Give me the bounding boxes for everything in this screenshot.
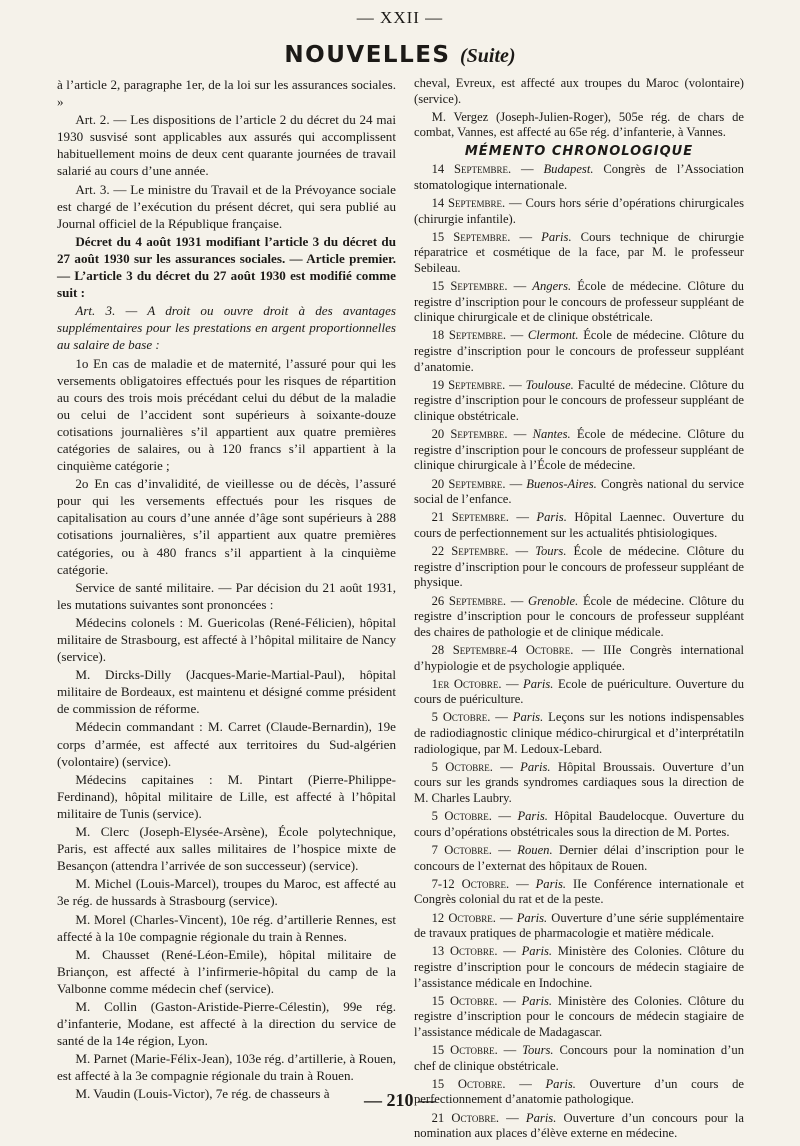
- memento-date: 7-12 Octobre.: [431, 876, 510, 891]
- memento-place: Paris.: [525, 1110, 557, 1125]
- memento-text: Hôpital Laennec. Ouverture du cours de perfectionnement sur les actualités phtisiologiques.: [414, 510, 744, 540]
- memento-text: Ministère des Colonies. Clôture du registre d’inscription pour le concours de médecin stagiaire de l’assistance médicale de Madagascar.: [414, 993, 745, 1039]
- section-title-main: NOUVELLES: [284, 42, 451, 68]
- memento-text: Cours hors série d’opérations chirurgicales (chirurgie infantile).: [414, 195, 745, 226]
- left-paragraph: Médecin commandant : M. Carret (Claude-Bernardin), 19e corps d’armée, est affecté aux territoires du Sud-algérien (volontaire) (service).: [57, 719, 396, 769]
- right-column: [414, 76, 745, 1141]
- memento-place: Paris.: [545, 1076, 576, 1091]
- memento-text: Congrès de l’Association stomatologique internationale.: [414, 162, 744, 192]
- memento-place: Grenoble.: [528, 593, 579, 608]
- memento-date: 15 Octobre.: [431, 1076, 506, 1091]
- memento-entry: 7-12 Octobre. — Paris. IIe Conférence internationale et Congrès colonial du rat et de la peste.: [414, 876, 744, 907]
- left-paragraph: M. Michel (Louis-Marcel), troupes du Maroc, est affecté au 3e rég. de hussards à Strasbourg (service).: [57, 876, 396, 909]
- memento-text: Cours technique de chirurgie réparatrice et cosmétique de la face, par M. le professeur Sebileau.: [414, 229, 745, 275]
- left-paragraph: Médecins colonels : M. Guericolas (René-Félicien), hôpital militaire de Strasbourg, est affecté à l’hôpital militaire de Nancy (service).: [57, 614, 396, 665]
- memento-text: IIe Conférence internationale et Congrès colonial du rat et de la peste.: [414, 876, 744, 907]
- left-paragraph: M. Vaudin (Louis-Victor), 7e rég. de chasseurs à: [75, 1086, 330, 1102]
- left-paragraph: Art. 3. — Le ministre du Travail et de la Prévoyance sociale est chargé de l’exécution du présent décret, qui sera publié au Journal officiel de la République française.: [57, 181, 396, 231]
- memento-text: IIIe Congrès international d’hypiologie et de psychologie appliquée.: [414, 642, 744, 673]
- memento-place: Tours.: [522, 1043, 554, 1058]
- memento-text: Ministère des Colonies. Clôture du registre d’inscription pour le concours de médecin stagiaire de l’assistance médicale en Indochine.: [414, 944, 745, 990]
- memento-place: Tours.: [535, 544, 567, 559]
- memento-entry: 1er Octobre. — Paris. Ecole de puériculture. Ouverture du cours de puériculture.: [414, 676, 744, 707]
- page-number: — 210 —: [364, 1090, 436, 1110]
- memento-date: 15 Septembre.: [431, 279, 508, 294]
- memento-text: Leçons sur les notions indispensables de radiodiagnostic clinique médico-chirurgical et d’interprétatiln radiologique, par M. Ledoux-Lebard.: [414, 710, 745, 756]
- left-paragraph: à l’article 2, paragraphe 1er, de la loi sur les assurances sociales. »: [57, 77, 396, 110]
- left-paragraph: 2o En cas d’invalidité, de vieillesse ou de décès, l’assuré pour qui les versements effectués pour les risques de capitalisation au cours d’une année d’âge sont supérieurs à 288 cotisations journalières, s’il appartient aux quatre premières catégories, ou à 480 francs s’il appartient à la cinquième catégorie.: [57, 476, 396, 577]
- memento-date: 13 Octobre.: [431, 944, 498, 959]
- memento-entry: 15 Septembre. — Angers. École de médecine. Clôture du registre d’inscription pour le concours de professeur suppléant de clinique chirurgicale et de clinique obstétricale.: [414, 279, 744, 325]
- left-column: [57, 76, 397, 1102]
- section-title: [0, 42, 800, 68]
- memento-entry: 5 Octobre. — Paris. Hôpital Broussais. Ouverture d’un cours sur les grands syndromes cardiaques sous la direction de M. Charles Laubry.: [414, 759, 745, 806]
- memento-entry: 5 Octobre. — Paris. Leçons sur les notions indispensables de radiodiagnostic clinique médico-chirurgical et d’interprétatiln radiologique, par M. Ledoux-Lebard.: [414, 710, 745, 756]
- left-paragraph: M. Clerc (Joseph-Elysée-Arsène), École polytechnique, Paris, est affecté aux salles militaires de l’hospice mixte de Besançon (attendra l’arrivée de son successeur) (service).: [57, 824, 396, 874]
- memento-date: 12 Octobre.: [431, 910, 496, 925]
- memento-entry: 5 Octobre. — Paris. Hôpital Baudelocque. Ouverture du cours d’opérations obstétricales sous la direction de M. Portes.: [414, 809, 744, 839]
- memento-title: MÉMENTO CHRONOLOGIQUE: [464, 143, 694, 159]
- left-paragraph-service: Service de santé militaire. — Par décision du 21 août 1931, les mutations suivantes sont prononcées :: [57, 579, 396, 612]
- memento-entry: 15 Octobre. — Paris. Ouverture d’un cours de perfectionnement d’anatomie pathologique.: [414, 1076, 745, 1107]
- left-paragraph: M. Chausset (René-Léon-Emile), hôpital militaire de Briançon, est affecté à l’infirmerie-hôpital du camp de la Valbonne comme médecin chef (service).: [57, 946, 396, 996]
- section-title-suffix: (Suite): [460, 45, 516, 67]
- memento-place: Rouen.: [517, 843, 553, 857]
- memento-entry: 28 Septembre-4 Octobre. — IIIe Congrès international d’hypiologie et de psychologie appliquée.: [414, 642, 744, 673]
- memento-entry: 15 Octobre. — Paris. Ministère des Colonies. Clôture du registre d’inscription pour le concours de médecin stagiaire de l’assistance médicale de Madagascar.: [414, 993, 745, 1039]
- memento-date: 14 Septembre.: [431, 162, 512, 177]
- memento-text: École de médecine. Clôture du registre d’inscription pour le concours de professeur suppléant de physique.: [414, 544, 745, 590]
- memento-entry: 14 Septembre. — Cours hors série d’opérations chirurgicales (chirurgie infantile).: [414, 195, 745, 226]
- left-paragraph: Médecins capitaines : M. Pintart (Pierre-Philippe-Ferdinand), hôpital militaire de Lille, est affecté à l’hôpital militaire de Tunis (service).: [57, 771, 396, 821]
- memento-entry: 21 Septembre. — Paris. Hôpital Laennec. Ouverture du cours de perfectionnement sur les actualités phtisiologiques.: [414, 510, 744, 540]
- memento-date: 20 Septembre.: [431, 476, 506, 491]
- memento-date: 15 Octobre.: [431, 993, 498, 1008]
- memento-date: 7 Octobre.: [431, 843, 492, 857]
- memento-date: 15 Septembre.: [431, 229, 511, 244]
- left-paragraph: 1o En cas de maladie et de maternité, l’assuré pour qui les versements obligatoires effectués pour les risques de répartition au cours des trois mois précédant celui du début de la maladie ou celui de l’accident sont supérieurs à soixante-douze cotisations journalières s’il appartient aux quatre premières catégories de salaires, ou à 120 francs s’il appartient à la cinquième catégorie ;: [57, 355, 396, 474]
- memento-text: Faculté de médecine. Clôture du registre d’inscription pour le concours de professeur suppléant de clinique obstétricale.: [414, 377, 744, 424]
- memento-date: 1er Octobre.: [431, 676, 502, 691]
- memento-entry: 12 Octobre. — Paris. Ouverture d’une série supplémentaire de travaux pratiques de pharmacologie et matière médicale.: [414, 910, 744, 941]
- memento-text: Ecole de puériculture. Ouverture du cours de puériculture.: [414, 676, 744, 707]
- memento-place: Toulouse.: [525, 377, 574, 392]
- memento-entry: 18 Septembre. — Clermont. École de médecine. Clôture du registre d’inscription pour le concours de professeur suppléant d’anatomie.: [414, 328, 744, 374]
- memento-place: Buenos-Aires.: [526, 476, 597, 491]
- memento-place: Paris.: [516, 910, 548, 925]
- memento-entry: 19 Septembre. — Toulouse. Faculté de médecine. Clôture du registre d’inscription pour le concours de professeur suppléant de clinique obstétricale.: [414, 377, 744, 424]
- memento-entry: 22 Septembre. — Tours. École de médecine. Clôture du registre d’inscription pour le concours de professeur suppléant de physique.: [414, 544, 745, 590]
- left-paragraph: Art. 3. — A droit ou ouvre droit à des avantages supplémentaires pour les prestations en argent proportionnelles au salaire de base :: [57, 303, 396, 353]
- memento-entry: 13 Octobre. — Paris. Ministère des Colonies. Clôture du registre d’inscription pour le concours de médecin stagiaire de l’assistance médicale en Indochine.: [414, 944, 745, 990]
- right-paragraph: cheval, Evreux, est affecté aux troupes du Maroc (volontaire) (service).: [414, 76, 744, 106]
- memento-entry: 7 Octobre. — Rouen. Dernier délai d’inscription pour le concours de l’externat des hôpitaux de Rouen.: [414, 843, 745, 873]
- left-paragraph-decree: Décret du 4 août 1931 modifiant l’article 3 du décret du 27 août 1930 sur les assurances sociales. — Article premier. — L’article 3 du décret du 27 août 1930 est modifié comme suit :: [57, 233, 396, 301]
- memento-text: Concours pour la nomination d’un chef de clinique obstétricale.: [414, 1043, 745, 1073]
- memento-date: 21 Octobre.: [431, 1110, 499, 1125]
- memento-place: Paris.: [512, 710, 544, 725]
- memento-place: Nantes.: [532, 427, 571, 442]
- memento-date: 5 Octobre.: [431, 710, 491, 725]
- memento-text: Dernier délai d’inscription pour le concours de l’externat des hôpitaux de Rouen.: [414, 843, 745, 873]
- memento-entry: 21 Octobre. — Paris. Ouverture d’un concours pour la nomination aux places d’élève externe en médecine.: [414, 1110, 744, 1141]
- memento-list: [414, 162, 744, 1142]
- memento-place: Paris.: [517, 809, 548, 824]
- memento-date: 28 Septembre-4 Octobre.: [431, 642, 574, 657]
- memento-text: Hôpital Broussais. Ouverture d’un cours sur les grands syndromes cardiaques sous la direction de M. Charles Laubry.: [414, 759, 745, 806]
- memento-place: Paris.: [521, 944, 553, 959]
- memento-date: 18 Septembre.: [431, 328, 506, 343]
- right-paragraph: M. Vergez (Joseph-Julien-Roger), 505e rég. de chars de combat, Vannes, est affecté au 65e rég. d’infanterie, à Vannes.: [414, 109, 744, 140]
- memento-date: 26 Septembre.: [431, 593, 507, 608]
- memento-date: 22 Septembre.: [431, 544, 509, 559]
- memento-entry: 20 Septembre. — Nantes. École de médecine. Clôture du registre d’inscription pour le concours de professeur suppléant de clinique chirurgicale à l’École de médecine.: [414, 427, 744, 473]
- memento-place: Paris.: [536, 510, 567, 525]
- memento-place: Paris.: [523, 676, 554, 691]
- left-paragraph: Art. 2. — Les dispositions de l’article 2 du décret du 24 mai 1930 susvisé sont applicables aux assurés qui accomplissent habituellement moins de deux cent quarante journées de travail salarié au cours d’une année.: [57, 112, 396, 179]
- memento-place: Paris.: [535, 876, 567, 891]
- memento-date: 21 Septembre.: [431, 510, 509, 525]
- memento-place: Angers.: [532, 279, 572, 294]
- memento-text: École de médecine. Clôture du registre d’inscription pour le concours de professeur suppléant d’anatomie.: [414, 328, 744, 374]
- left-paragraph: M. Collin (Gaston-Aristide-Pierre-Célestin), 99e rég. d’infanterie, Modane, est affecté à la direction du service de santé de la 14e région, Lyon.: [57, 998, 396, 1049]
- memento-text: École de médecine. Clôture du registre d’inscription pour le concours de professeur suppléant des chaires de pathologie et de clinique médicale.: [414, 593, 744, 639]
- memento-date: 15 Octobre.: [431, 1043, 498, 1058]
- left-paragraph: M. Morel (Charles-Vincent), 10e rég. d’artillerie Rennes, est affecté à la 10e compagnie régionale du train à Rennes.: [57, 911, 396, 944]
- memento-text: Hôpital Baudelocque. Ouverture du cours d’opérations obstétricales sous la direction de M. Portes.: [414, 809, 744, 839]
- memento-entry: 15 Septembre. — Paris. Cours technique de chirurgie réparatrice et cosmétique de la face, par M. le professeur Sebileau.: [414, 229, 745, 275]
- memento-date: 5 Octobre.: [431, 759, 493, 774]
- memento-entry: 15 Octobre. — Tours. Concours pour la nomination d’un chef de clinique obstétricale.: [414, 1043, 745, 1073]
- memento-date: 5 Octobre.: [431, 809, 492, 824]
- memento-date: 19 Septembre.: [431, 377, 506, 392]
- memento-entry: 26 Septembre. — Grenoble. École de médecine. Clôture du registre d’inscription pour le concours de professeur suppléant des chaires de pathologie et de clinique médicale.: [414, 593, 744, 639]
- memento-place: Budapest.: [543, 162, 594, 177]
- left-paragraph: M. Parnet (Marie-Félix-Jean), 103e rég. d’artillerie, à Rouen, est affecté à la 3e compagnie régionale du train à Rouen.: [57, 1051, 397, 1084]
- memento-place: Paris.: [521, 993, 553, 1008]
- memento-date: 20 Septembre.: [431, 427, 508, 442]
- memento-place: Paris.: [541, 229, 572, 244]
- left-paragraph: M. Dircks-Dilly (Jacques-Marie-Martial-Paul), hôpital militaire de Bordeaux, est maintenu et désigné comme président de commission de réforme.: [57, 667, 396, 717]
- memento-entry: 20 Septembre. — Buenos-Aires. Congrès national du service social de l’enfance.: [414, 476, 745, 507]
- memento-place: Clermont.: [527, 328, 579, 343]
- roman-page-header: — XXII —: [356, 8, 444, 27]
- memento-text: Ouverture d’une série supplémentaire de travaux pratiques de pharmacologie et matière médicale.: [414, 910, 744, 941]
- memento-text: Ouverture d’un cours de perfectionnement d’anatomie pathologique.: [414, 1076, 745, 1107]
- memento-place: Paris.: [520, 759, 551, 774]
- memento-entry: 14 Septembre. — Budapest. Congrès de l’Association stomatologique internationale.: [414, 162, 744, 192]
- memento-text: Ouverture d’un concours pour la nomination aux places d’élève externe en médecine.: [414, 1110, 744, 1141]
- memento-text: Congrès national du service social de l’enfance.: [414, 476, 745, 507]
- memento-date: 14 Septembre.: [431, 195, 506, 210]
- memento-text: École de médecine. Clôture du registre d’inscription pour le concours de professeur suppléant de clinique chirurgicale à l’École de médecine.: [414, 427, 744, 473]
- memento-text: École de médecine. Clôture du registre d’inscription pour le concours de professeur suppléant de clinique chirurgicale et de clinique obstétricale.: [414, 279, 744, 325]
